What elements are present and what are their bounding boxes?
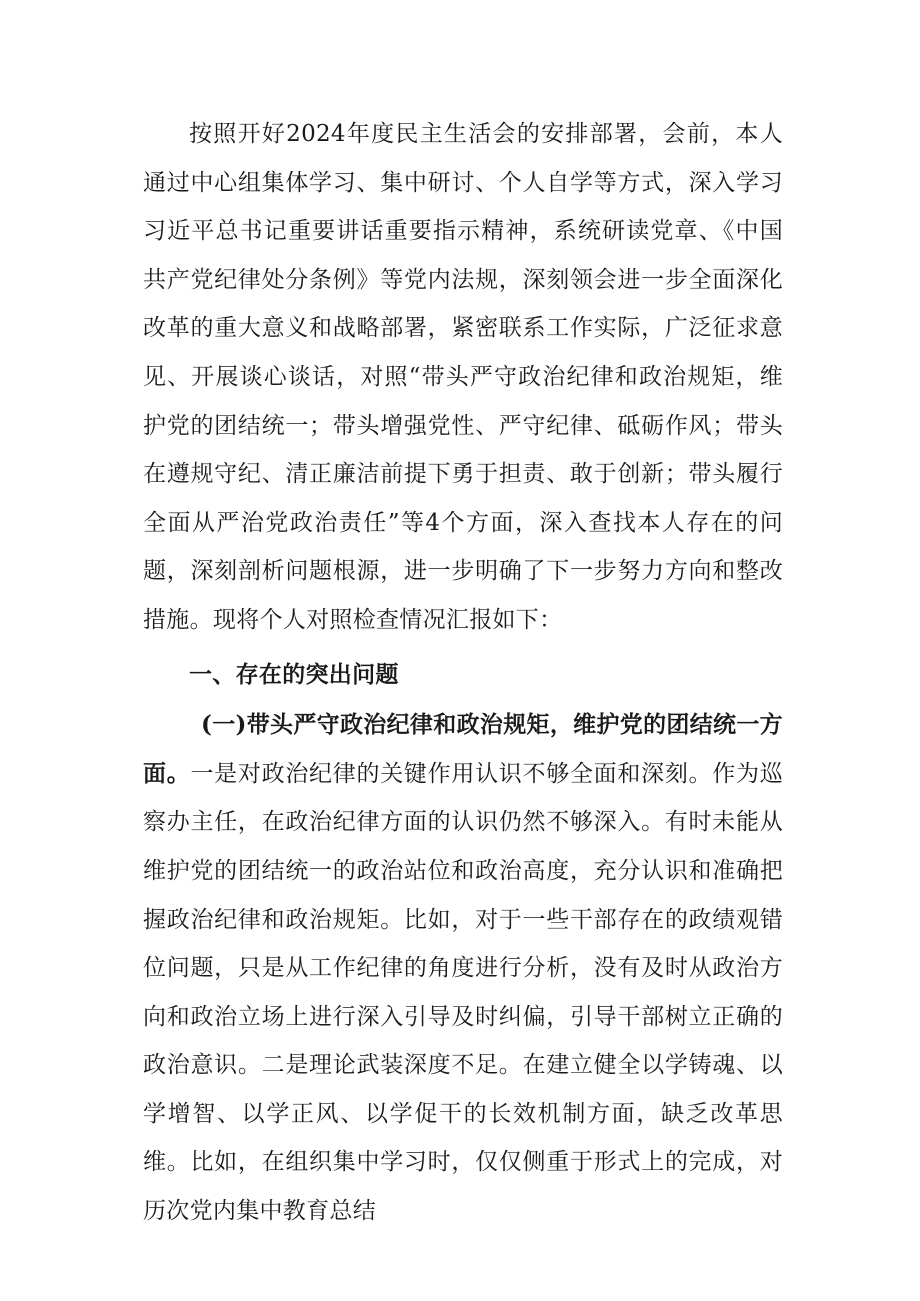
section-heading: 一、存在的突出问题 bbox=[189, 660, 399, 688]
document-body bbox=[143, 110, 783, 1236]
intro-paragraph: 按照开好2024年度民主生活会的安排部署，会前，本人通过中心组集体学习、集中研讨、个人自学等方式，深入学习习近平总书记重要讲话重要指示精神，系统研读党章、《中国共产党纪律处分条例》等党内法规，深刻领会进一步全面深化改革的重大意义和战略部署，紧密联系工作实际，广泛征求意见、开展谈心谈话，对照“带头严守政治纪律和政治规矩，维护党的团结统一；带头增强党性、严守纪律、砥砺作风；带头在遵规守纪、清正廉洁前提下勇于担责、敢于创新；带头履行全面从严治党政治责任”等4个方面，深入查找本人存在的问题，深刻剖析问题根源，进一步明确了下一步努力方向和整改措施。现将个人对照检查情况汇报如下： bbox=[143, 121, 783, 633]
subsection-body: 一是对政治纪律的关键作用认识不够全面和深刻。作为巡察办主任，在政治纪律方面的认识仍然不够深入。有时未能从维护党的团结统一的政治站位和政治高度，充分认识和准确把握政治纪律和政治规矩。比如，对于一些干部存在的政绩观错位问题，只是从工作纪律的角度进行分析，没有及时从政治方向和政治立场上进行深入引导及时纠偏，引导干部树立正确的政治意识。二是理论武装深度不足。在建立健全以学铸魂、以学增智、以学正风、以学促干的长效机制方面，缺乏改革思维。比如，在组织集中学习时，仅仅侧重于形式上的完成，对历次党内集中教育总结 bbox=[143, 760, 784, 1225]
subsection-heading: (一)带头严守政治纪律和政治规矩，维护党的团结统一方面。 bbox=[143, 711, 783, 787]
subsection-paragraph bbox=[143, 701, 783, 1236]
